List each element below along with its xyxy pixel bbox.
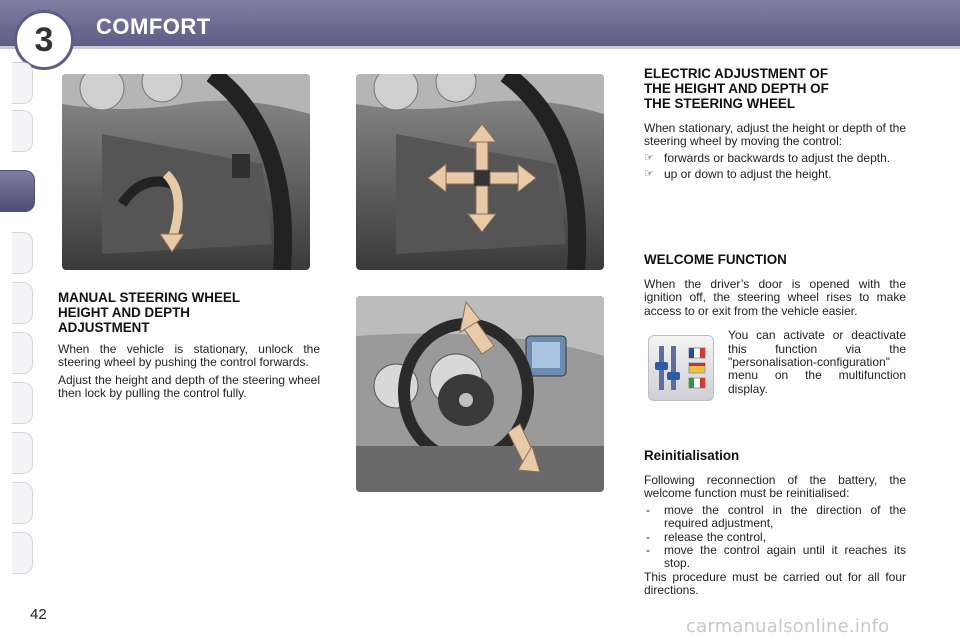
side-tab-active[interactable]	[0, 170, 35, 212]
reinit-intro: Following reconnection of the battery, the welcome function must be reinitialised:	[644, 473, 906, 501]
side-tab[interactable]	[12, 532, 33, 574]
side-tab[interactable]	[12, 232, 33, 274]
manual-title-line3: ADJUSTMENT	[58, 320, 150, 335]
electric-bullet	[644, 168, 906, 181]
electric-bullet	[644, 152, 906, 165]
page-number: 42	[30, 606, 47, 623]
header-divider	[0, 46, 960, 49]
manual-title-line1: MANUAL STEERING WHEEL	[58, 290, 241, 305]
personalisation-settings-icon	[648, 335, 714, 401]
electric-title-line3: THE STEERING WHEEL	[644, 96, 796, 111]
manual-paragraph-1: When the vehicle is stationary, unlock the steering wheel by pushing the control forwards.	[58, 342, 320, 370]
watermark: carmanualsonline.info	[686, 616, 890, 637]
side-tab[interactable]	[12, 62, 33, 104]
manual-paragraph-2: Adjust the height and depth of the steering wheel then lock by pulling the control fully.	[58, 372, 320, 401]
pointing-hand-icon: ☞	[644, 168, 654, 181]
reinit-title: Reinitialisation	[644, 448, 740, 463]
side-tab[interactable]	[12, 482, 33, 524]
welcome-paragraph: When the driver’s door is opened with the ignition off, the steering wheel rises to make access to or exit from the vehicle easier.	[644, 277, 906, 318]
welcome-function-steering-wheel-photo	[356, 296, 604, 492]
welcome-function-section	[644, 252, 906, 421]
electric-adjustment-section	[644, 66, 906, 182]
electric-title-line2: THE HEIGHT AND DEPTH OF	[644, 81, 829, 96]
electric-intro: When stationary, adjust the height or depth of the steering wheel by moving the control:	[644, 121, 906, 149]
welcome-note-text: You can activate or deactivate this function via the "personalisation-configuration" menu on the multifunction display.	[728, 328, 906, 396]
reinit-step: - move the control again until it reaches its stop.	[644, 544, 906, 571]
chapter-side-tabs	[0, 62, 36, 582]
electric-title-line1: ELECTRIC ADJUSTMENT OF	[644, 66, 828, 81]
chapter-number: 3	[34, 21, 54, 59]
manual-adjustment-section	[58, 290, 320, 401]
reinit-footer: This procedure must be carried out for all four directions.	[644, 569, 906, 598]
reinitialisation-section	[644, 448, 906, 598]
electric-bullet-text: forwards or backwards to adjust the depth.	[664, 150, 891, 165]
welcome-title: WELCOME FUNCTION	[644, 252, 787, 267]
electric-bullet-text: up or down to adjust the height.	[664, 167, 832, 182]
chapter-number-badge	[14, 10, 74, 70]
side-tab[interactable]	[12, 382, 33, 424]
side-tab[interactable]	[12, 110, 33, 152]
reinit-step: - move the control in the direction of the required adjustment,	[644, 504, 906, 531]
manual-title-line2: HEIGHT AND DEPTH	[58, 305, 190, 320]
pointing-hand-icon: ☞	[644, 151, 654, 164]
chapter-title: COMFORT	[96, 14, 211, 39]
reinit-step: - release the control,	[644, 531, 906, 544]
side-tab[interactable]	[12, 282, 33, 324]
side-tab[interactable]	[12, 332, 33, 374]
manual-adjustment-lever-photo	[62, 74, 310, 270]
welcome-note	[644, 329, 906, 421]
electric-adjustment-control-photo	[356, 74, 604, 270]
side-tab[interactable]	[12, 432, 33, 474]
